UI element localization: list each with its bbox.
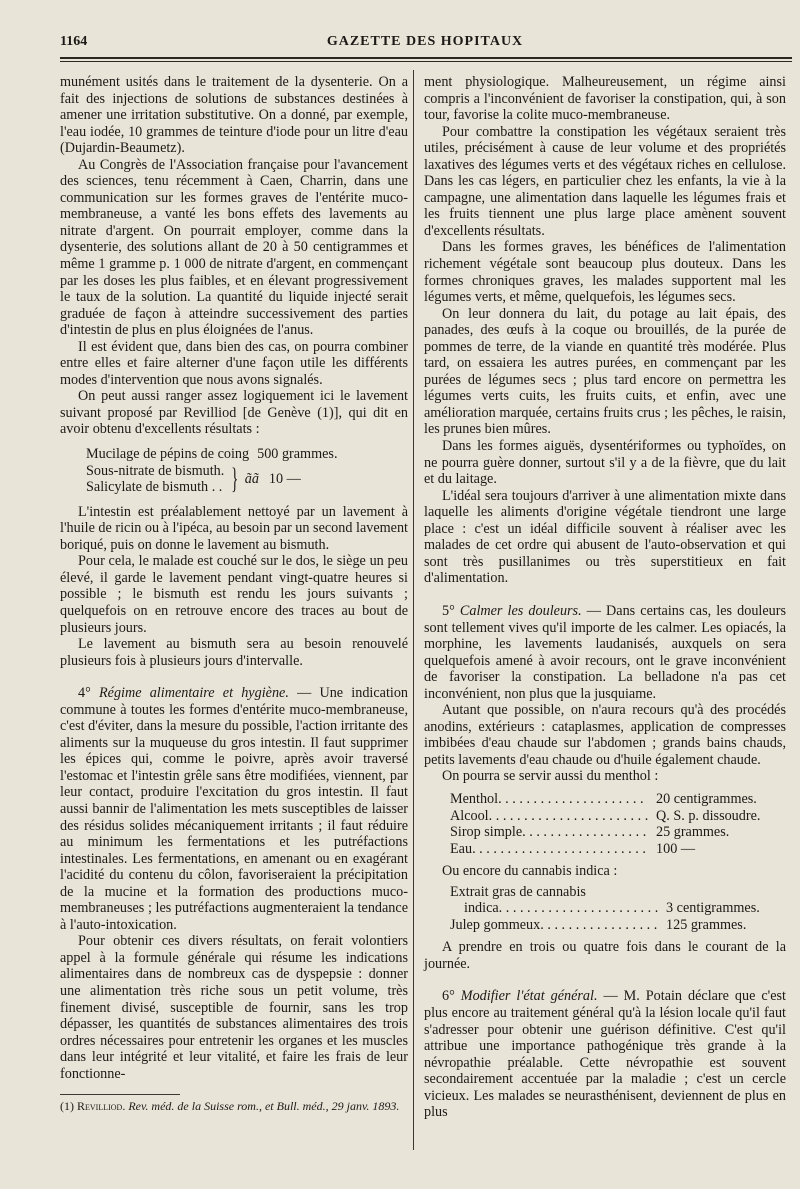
header-rule-thin	[60, 61, 792, 62]
column-separator	[413, 70, 414, 1150]
recipe-leader	[489, 808, 648, 825]
recipe-dose: 3 centigrammes.	[666, 900, 760, 917]
paragraph: Le lavement au bismuth sera au besoin renouvelé plusieurs fois à plusieurs jours d'intervalle.	[60, 636, 408, 669]
recipe-dose: 100 —	[656, 840, 696, 857]
section-5	[424, 603, 786, 702]
recipe-dose: 500 grammes.	[257, 446, 338, 463]
footnote-author: Revilliod.	[77, 1099, 126, 1114]
paragraph: Pour obtenir ces divers résultats, on ferait volontiers appel à la formule générale qui résume les indications alimentaires dans de nombreux cas de dyspepsie : donner une alimentation très riche sous un petit volume, très finement divisé, susceptible de fournir, sans les trop dépasser, les quantités de substances alimentaires des trois ordres nécessaires pour entretenir les organes et les muscles dans leur intégrité et leur vitalité, et faire les frais de leur fonctionne-	[60, 933, 408, 1082]
footnote-text: Rev. méd. de la Suisse rom., et Bull. méd., 29 janv. 1893.	[125, 1099, 400, 1114]
paragraph: L'intestin est préalablement nettoyé par un lavement à l'huile de ricin ou à l'ipéca, au besoin par un second lavement boriqué, puis on donne le lavement au bismuth.	[60, 503, 408, 553]
page-header	[60, 30, 790, 52]
recipe-row	[450, 841, 786, 858]
footnote-marker: (1)	[60, 1099, 74, 1114]
paragraph: On leur donnera du lait, du potage au lait épais, des panades, des œufs à la coque ou brouillés, de la purée de pommes de terre, de la viande en quantité très modérée. Plus tard, on essaiera les autres purées, en commençant par les purées de légumes secs ; plus tard encore on permettra les légumes verts cuits, les fruits cuits, et enfin, avec une amélioration marquée, certains fruits crus ; les pêches, le raisin, les prunes bien mûres.	[424, 305, 786, 438]
recipe-leader	[522, 824, 648, 841]
recipe-menthol	[450, 791, 786, 857]
paragraph: Autant que possible, on n'aura recours qu'à des procédés anodins, extérieurs : cataplasmes, application de compresses imbibées d'eau chaude sur l'abdomen ; grands bains chauds, petits lavements d'eau chaude ou d'huile également chaude.	[424, 702, 786, 768]
section-number: 6°	[442, 988, 455, 1005]
paragraph: On peut aussi ranger assez logiquement ici le lavement suivant proposé par Revilliod [de Genève (1)], qui dit en avoir obtenu d'excellents résultats :	[60, 388, 408, 438]
recipe-aa: ãã	[244, 470, 259, 487]
right-column	[424, 74, 786, 1121]
recipe-brace-group	[86, 463, 408, 496]
paragraph: Il est évident que, dans bien des cas, on pourra combiner entre elles et faire alterner d'une façon utile les différents modes d'intervention que nous avons signalés.	[60, 338, 408, 388]
recipe-row	[450, 917, 786, 934]
recipe-row	[450, 824, 786, 841]
recipe-dose: 25 grammes.	[656, 824, 730, 841]
recipe-ingredient: Sous-nitrate de bismuth.	[86, 462, 225, 479]
header-rule	[60, 57, 792, 59]
paragraph: Dans les formes aiguës, dysentériformes ou typhoïdes, on ne pourra guère donner, surtout s'il y a de la fièvre, que du lait et du laitage.	[424, 438, 786, 488]
footnote	[60, 1099, 408, 1113]
recipe-ingredient: Julep gommeux	[450, 916, 541, 933]
recipe-dose: 20 centigrammes.	[656, 790, 757, 807]
paragraph: Dans les formes graves, les bénéfices de l'alimentation richement végétale sont beaucoup plus douteux. Dans les formes chroniques graves, les malades supportent mal les légumes verts, et même, quelquefois, les légumes secs.	[424, 239, 786, 306]
paragraph: Pour cela, le malade est couché sur le dos, le siège un peu élevé, il garde le lavement pendant vingt-quatre heures si possible ; le bismuth est rendu les jours suivants ; quelquefois on en retrouve encore des traces au bout de plusieurs jours.	[60, 553, 408, 636]
brace-glyph: }	[231, 462, 239, 496]
left-column	[60, 74, 408, 1113]
section-title: Calmer les douleurs.	[459, 602, 582, 619]
recipe-cannabis	[450, 884, 786, 934]
paragraph: munément usités dans le traitement de la dysenterie. On a fait des injections de solutions de substances destinées à amener une irritation substitutive. On a donné, par exemple, l'eau iodée, 10 grammes de teinture d'iode pour un litre d'eau (Dujardin-Beaumetz).	[60, 74, 408, 157]
recipe-leader	[499, 900, 658, 917]
recipe-ingredient: Menthol	[450, 790, 499, 807]
recipe-brace-names	[86, 463, 224, 496]
section-text: — M. Potain déclare que c'est plus encore au traitement général qu'à la lésion locale qu'il faut s'adresser pour obtenir une guérison définitive. C'est qu'il attribue une importance pathogénique très grande à la névropathie préalable. Cette névropathie est souvent secondairement accentuée par la maladie ; c'est un cercle vicieux. Les malades se neurasthénisent, deviennent de plus en plus	[424, 988, 786, 1121]
footnote-rule	[60, 1094, 180, 1095]
recipe-dose: 10 —	[268, 470, 301, 487]
recipe-row	[450, 791, 786, 808]
recipe-row	[86, 446, 408, 463]
section-text: — Dans certains cas, les douleurs sont tellement vives qu'il importe de les calmer. Les opiacés, la morphine, les lavements laudanisés, auxquels on sera quelquefois amené à avoir recours, ont le grave inconvénient de favoriser la constipation. La belladone n'a pas cet inconvénient, non plus que la jusquiame.	[424, 602, 786, 702]
recipe-row	[450, 808, 786, 825]
recipe-ingredient: Eau	[450, 840, 473, 857]
section-4	[60, 685, 408, 933]
paragraph: Pour combattre la constipation les végétaux seraient très utiles, précisément à cause de leur volume et des propriétés laxatives des légumes verts et des végétaux riches en cellulose. Dans les cas légers, en particulier chez les enfants, la vie à la campagne, une alimentation dans laquelle les légumes frais et les fruits tiennent une plus large place amènent souvent d'excellents résultats.	[424, 123, 786, 239]
paragraph: L'idéal sera toujours d'arriver à une alimentation mixte dans laquelle les aliments d'origine végétale tiendront une large place : c'est un idéal difficile souvent à réaliser avec les malades de cet ordre qui abusent de l'auto-observation et qui sont très pusillanimes ou très superstitieux en fait d'alimentation.	[424, 487, 786, 587]
section-number: 4°	[78, 685, 91, 702]
recipe-row	[450, 900, 786, 917]
recipe-leader	[498, 791, 648, 808]
paragraph: A prendre en trois ou quatre fois dans le courant de la journée.	[424, 939, 786, 972]
recipe-ingredient: Sirop simple	[450, 824, 523, 841]
section-number: 5°	[442, 602, 455, 619]
section-6	[424, 988, 786, 1120]
paragraph: ment physiologique. Malheureusement, un régime ainsi compris a l'inconvénient de favoriser la constipation, qui, à son tour, favorise la colite muco-membraneuse.	[424, 74, 786, 124]
paragraph: Ou encore du cannabis indica :	[442, 863, 618, 880]
section-title: Régime alimentaire et hygiène.	[98, 685, 289, 702]
recipe-leader	[540, 917, 658, 934]
section-text: — Une indication commune à toutes les formes d'entérite muco-membraneuse, c'est d'éviter, dans la mesure du possible, l'action irritante des aliments sur la muqueuse du gros intestin. Il faut supprimer les épices qui, comme le poivre, après avoir traversé l'estomac et l'intestin grêle sans être modifiées, viennent, par leur contact, produire l'excitation du gros intestin. Il faut aussi bannir de l'alimentation les mets susceptibles de laisser des résidus solides mécaniquement irritants ; il faut réduire au minimum les fermentations et les putréfactions intestinales. Les fermentations, en amenant ou en exagérant l'acidité du contenu du côlon, favoriseraient la précipitation de la mucine et la formation des productions muco-membraneuses ; les putréfactions augmenteraient la tendance à l'auto-intoxication.	[60, 685, 409, 933]
recipe-ingredient: indica	[464, 900, 499, 917]
journal-title: GAZETTE DES HOPITAUX	[326, 34, 524, 49]
recipe-bismuth	[86, 446, 408, 496]
section-title: Modifier l'état général.	[460, 988, 598, 1005]
recipe-dose: Q. S. p. dissoudre.	[656, 807, 761, 824]
recipe-ingredient: Extrait gras de cannabis	[450, 883, 586, 900]
page-number: 1164	[60, 34, 88, 49]
recipe-ingredient: Salicylate de bismuth . .	[86, 479, 223, 496]
recipe-dose: 125 grammes.	[666, 916, 747, 933]
recipe-ingredient: Mucilage de pépins de coing	[86, 446, 250, 463]
recipe-leader	[472, 841, 648, 858]
paragraph: Au Congrès de l'Association française pour l'avancement des sciences, tenu récemment à Caen, Charrin, dans une communication sur les formes graves de l'entérite muco-membraneuse, a vanté les bons effets des lavements au nitrate d'argent. On pourrait employer, comme dans la dysenterie, des solutions allant de 20 à 50 centigrammes et même 1 gramme p. 1 000 de nitrate d'argent, en commençant par les doses les plus faibles, et en élevant progressivement le taux de la solution. La quantité du liquide injecté serait graduée de façon à atteindre successivement des parties d'intestin de plus en plus éloignées de l'anus.	[60, 156, 408, 339]
recipe-ingredient: Alcool	[450, 807, 489, 824]
paragraph: On pourra se servir aussi du menthol :	[442, 768, 659, 785]
